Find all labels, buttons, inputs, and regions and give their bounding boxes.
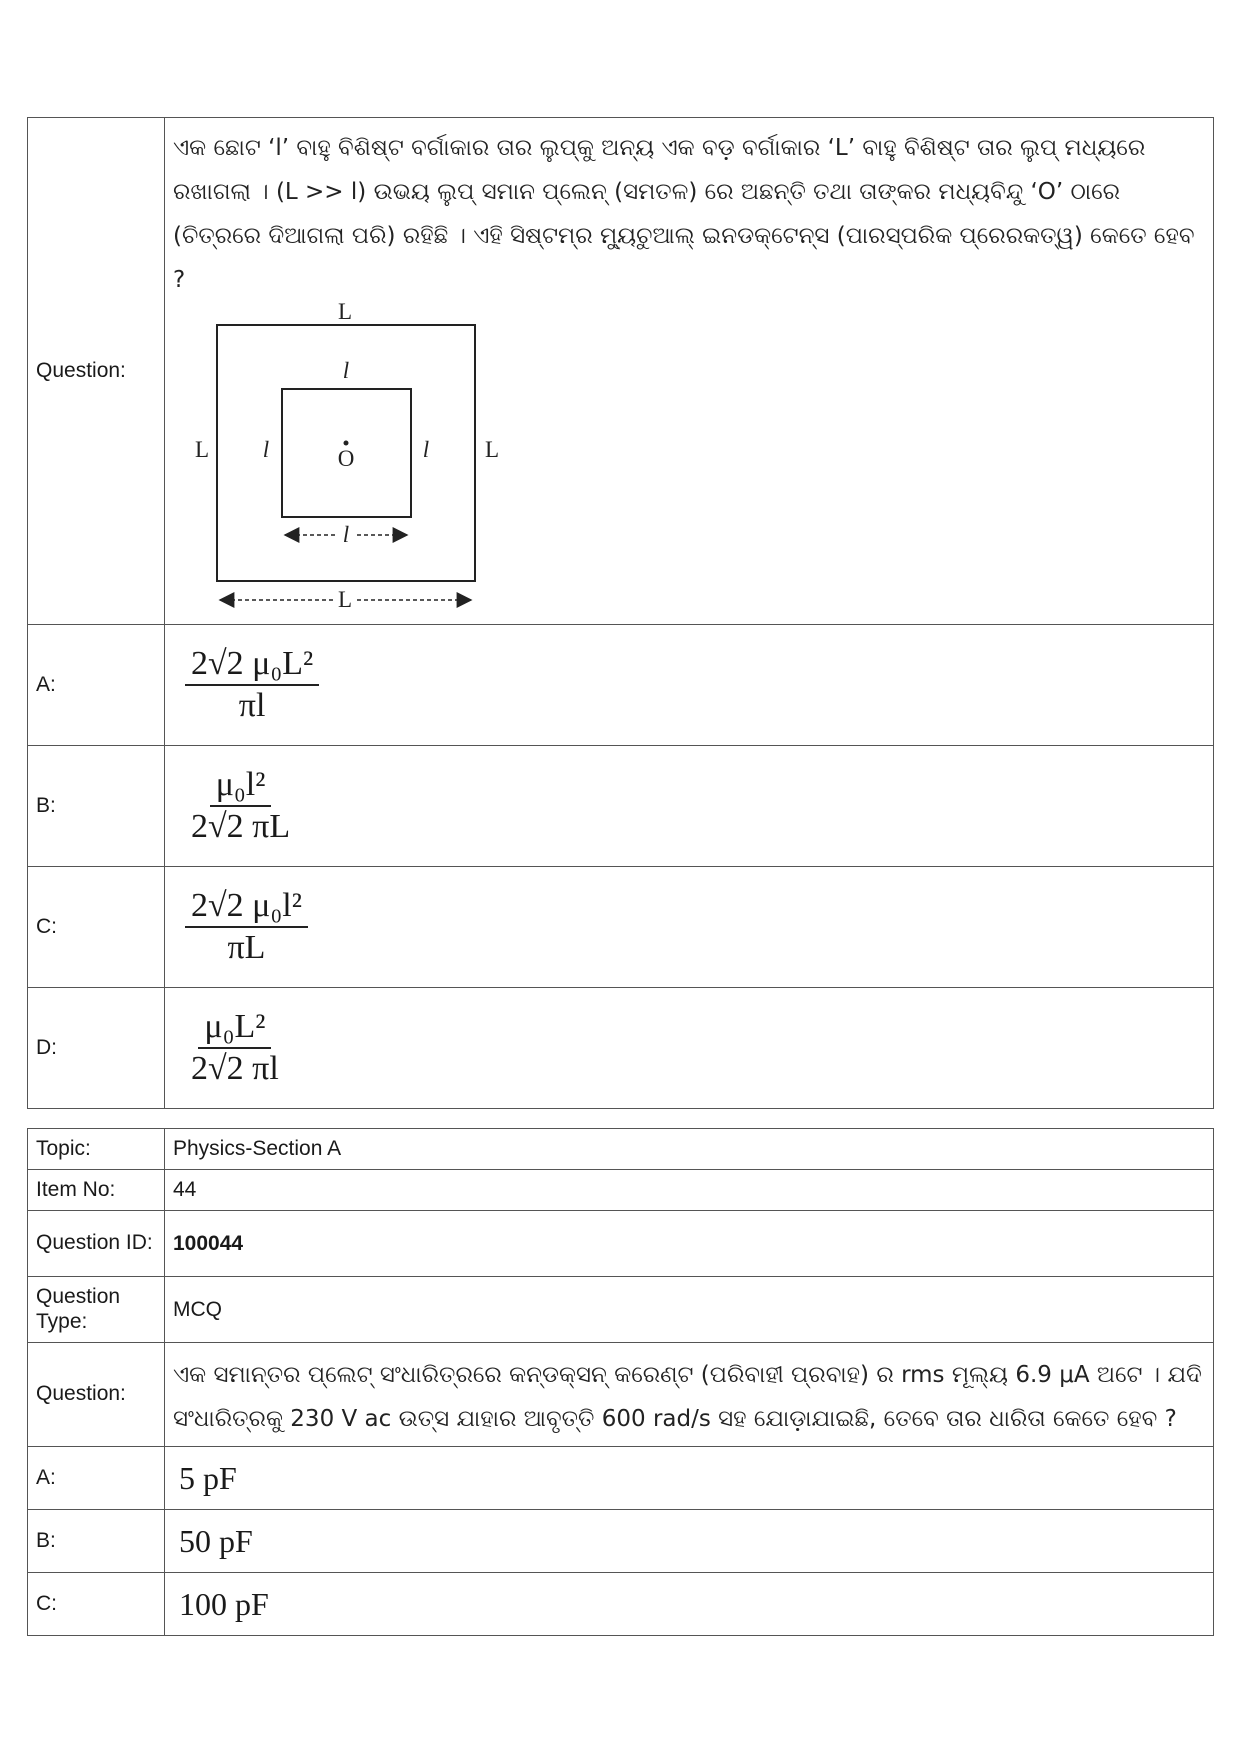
- topic-label: Topic:: [28, 1129, 165, 1170]
- option-row-c-2: [28, 1573, 1214, 1636]
- option-c-label: C:: [28, 867, 165, 988]
- option-b-label: B:: [28, 746, 165, 867]
- option-row-c: [28, 867, 1214, 988]
- option-row-a-2: [28, 1447, 1214, 1510]
- option-a-2-value: 5 pF: [179, 1459, 237, 1496]
- question-2-cell: [165, 1343, 1214, 1447]
- outer-bottom-label: L: [337, 587, 353, 612]
- question-2-text: ଏକ ସମାନ୍ତର ପ୍ଲେଟ୍ ସଂଧାରିତ୍ରରେ କନ୍‌ଡକ୍‌ସନ୍ କରେଣ୍ଟ (ପରିବାହୀ ପ୍ରବାହ) ର rms ମୂଲ୍ୟ 6.9 μA ଅଟେ । ଯଦି ସଂଧାରିତ୍ରକୁ 230 V ac ଉତ୍ସ ଯାହାର ଆବୃତ୍ତି 600 rad/s ସହ ଯୋଡ଼ାଯାଇଛି, ତେବେ ତାର ଧାରିତା କେତେ ହେବ ?: [173, 1361, 1202, 1432]
- outer-top-label: L: [337, 302, 353, 324]
- option-a-2-label: A:: [28, 1447, 165, 1510]
- item-no-value: 44: [165, 1170, 1214, 1211]
- question-type-row: [28, 1277, 1214, 1343]
- option-c-cell: [165, 867, 1214, 988]
- option-a-label: A:: [28, 625, 165, 746]
- option-d-numerator: μ₀L²: [198, 1009, 271, 1049]
- question-table-1: [27, 117, 1214, 1109]
- center-label: O: [337, 446, 355, 471]
- option-c-numerator: 2√2 μ₀l²: [185, 888, 308, 928]
- option-b-2-value: 50 pF: [179, 1522, 253, 1559]
- option-c-denominator: πL: [227, 929, 266, 966]
- center-point: [344, 441, 349, 446]
- item-no-row: [28, 1170, 1214, 1211]
- question-id-row: [28, 1211, 1214, 1277]
- option-b-2-cell: [165, 1510, 1214, 1573]
- inner-top-label: l: [342, 358, 350, 383]
- option-row-b: [28, 746, 1214, 867]
- option-a-cell: [165, 625, 1214, 746]
- square-loops-figure: [181, 302, 511, 624]
- inner-left-label: l: [262, 437, 270, 462]
- question-cell: [165, 118, 1214, 625]
- option-c-2-cell: [165, 1573, 1214, 1636]
- option-a-formula: [185, 646, 319, 723]
- inner-right-label: l: [422, 437, 430, 462]
- question-type-label: Question Type:: [28, 1277, 165, 1343]
- question-row-2: [28, 1343, 1214, 1447]
- option-b-numerator: μ₀l²: [210, 767, 272, 807]
- option-d-formula: [185, 1009, 285, 1086]
- question-row: [28, 118, 1214, 625]
- outer-left-label: L: [194, 437, 210, 462]
- option-d-denominator: 2√2 πl: [191, 1050, 279, 1087]
- option-a-denominator: πl: [238, 687, 266, 724]
- outer-right-label: L: [484, 437, 500, 462]
- topic-row: [28, 1129, 1214, 1170]
- question-2-label: Question:: [28, 1343, 165, 1447]
- option-row-d: [28, 988, 1214, 1109]
- option-a-2-cell: [165, 1447, 1214, 1510]
- option-row-a: [28, 625, 1214, 746]
- question-table-2: [27, 1128, 1214, 1636]
- question-text: ଏକ ଛୋଟ ‘l’ ବାହୁ ବିଶିଷ୍ଟ ବର୍ଗାକାର ତାର ଲୁପ୍‌କୁ ଅନ୍ୟ ଏକ ବଡ଼ ବର୍ଗାକାର ‘L’ ବାହୁ ବିଶିଷ୍ଟ ତାର ଲୁପ୍ ମଧ୍ୟରେ ରଖାଗଲା । (L >> l) ଉଭୟ ଲୁପ୍ ସମାନ ପ୍ଲେନ୍ (ସମତଳ) ରେ ଅଛନ୍ତି ତଥା ତାଙ୍କର ମଧ୍ୟବିନ୍ଦୁ ‘O’ ଠାରେ (ଚିତ୍ରରେ ଦିଆଗଲା ପରି) ରହିଛି । ଏହି ସିଷ୍ଟମ୍‌ର ମ୍ୟୁଚୁଆଲ୍ ଇନଡକ୍ଟେନ୍ସ (ପାରସ୍ପରିକ ପ୍ରେରକତ୍ୱ) କେତେ ହେବ ?: [173, 135, 1195, 293]
- option-b-2-label: B:: [28, 1510, 165, 1573]
- option-c-formula: [185, 888, 308, 965]
- inner-bottom-label: l: [342, 522, 350, 547]
- question-label: Question:: [28, 118, 165, 625]
- topic-value: Physics-Section A: [165, 1129, 1214, 1170]
- option-d-cell: [165, 988, 1214, 1109]
- question-id-value: 100044: [165, 1211, 1214, 1277]
- option-row-b-2: [28, 1510, 1214, 1573]
- option-b-formula: [185, 767, 296, 844]
- option-c-2-label: C:: [28, 1573, 165, 1636]
- option-a-numerator: 2√2 μ₀L²: [185, 646, 319, 686]
- option-b-denominator: 2√2 πL: [191, 808, 291, 845]
- question-type-value: MCQ: [165, 1277, 1214, 1343]
- item-no-label: Item No:: [28, 1170, 165, 1211]
- option-d-label: D:: [28, 988, 165, 1109]
- option-b-cell: [165, 746, 1214, 867]
- question-id-label: Question ID:: [28, 1211, 165, 1277]
- option-c-2-value: 100 pF: [179, 1585, 269, 1622]
